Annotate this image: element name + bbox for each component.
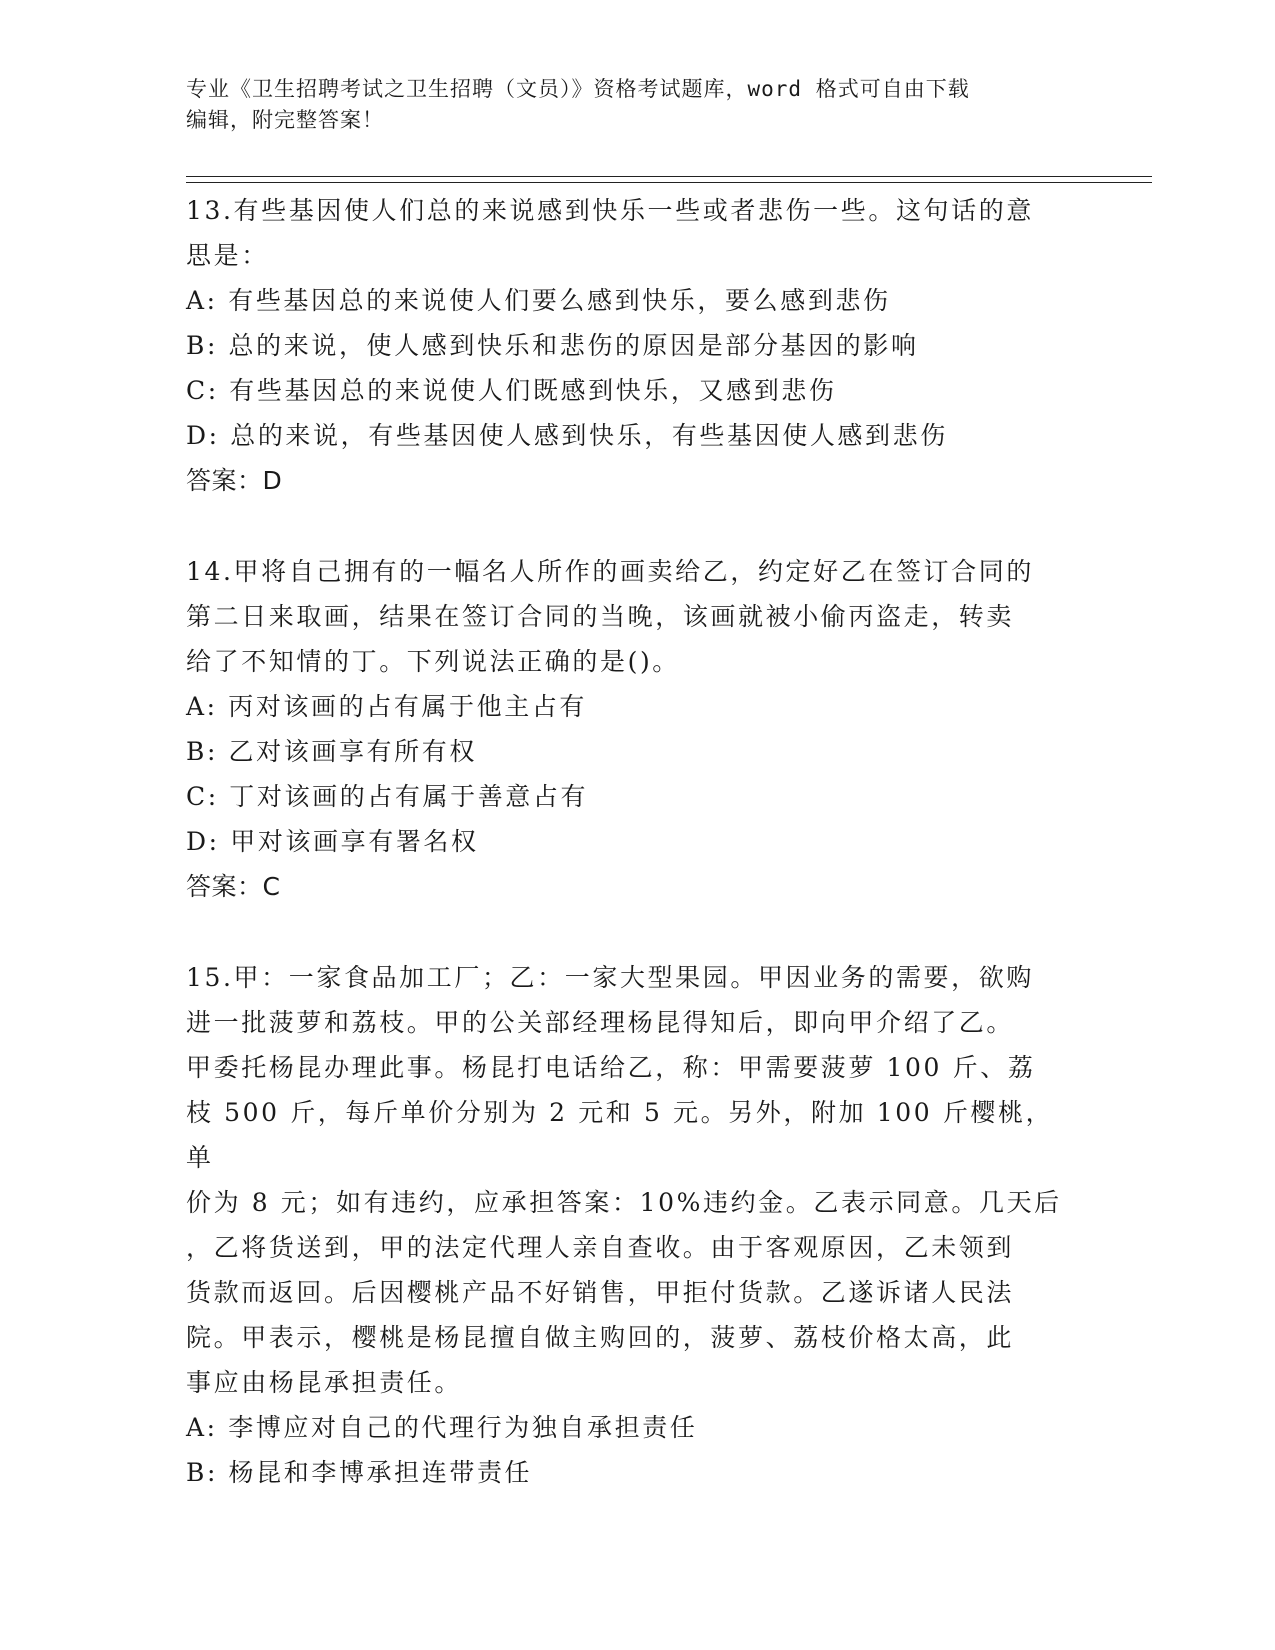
question-stem-line: 事应由杨昆承担责任。 <box>186 1368 463 1397</box>
option-c: C: 有些基因总的来说使人们既感到快乐，又感到悲伤 <box>186 376 837 405</box>
question-stem-line: 甲委托杨昆办理此事。杨昆打电话给乙，称：甲需要菠萝 100 斤、荔 <box>186 1053 1036 1082</box>
question-stem-line: 院。甲表示，樱桃是杨昆擅自做主购回的，菠萝、荔枝价格太高，此 <box>186 1323 1015 1352</box>
question-stem-line: 思是： <box>186 241 269 270</box>
option-a: A: 丙对该画的占有属于他主占有 <box>186 692 588 721</box>
question-stem-line: 价为 8 元；如有违约，应承担答案：10%违约金。乙表示同意。几天后 <box>186 1188 1062 1217</box>
header-divider-top <box>186 176 1152 177</box>
question-stem-line: ，乙将货送到，甲的法定代理人亲自查收。由于客观原因，乙未领到 <box>186 1233 1015 1262</box>
option-b: B: 乙对该画享有所有权 <box>186 737 477 766</box>
header-line-2: 编辑，附完整答案！ <box>186 108 384 132</box>
option-d: D: 总的来说，有些基因使人感到快乐，有些基因使人感到悲伤 <box>186 421 948 450</box>
option-a: A: 李博应对自己的代理行为独自承担责任 <box>186 1413 698 1442</box>
question-stem-line: 进一批菠萝和荔枝。甲的公关部经理杨昆得知后，即向甲介绍了乙。 <box>186 1008 1015 1037</box>
question-14 <box>186 549 1066 909</box>
question-stem-line: 15.甲：一家食品加工厂；乙：一家大型果园。甲因业务的需要，欲购 <box>186 963 1034 992</box>
question-stem-line: 13.有些基因使人们总的来说感到快乐一些或者悲伤一些。这句话的意 <box>186 196 1034 225</box>
answer-label: 答案：C <box>186 872 281 901</box>
option-b: B: 杨昆和李博承担连带责任 <box>186 1458 533 1487</box>
answer-label: 答案：D <box>186 466 283 495</box>
document-header <box>186 74 1086 136</box>
question-stem-line: 14.甲将自己拥有的一幅名人所作的画卖给乙，约定好乙在签订合同的 <box>186 557 1034 586</box>
question-stem-line: 给了不知情的丁。下列说法正确的是()。 <box>186 647 680 676</box>
question-15 <box>186 955 1066 1495</box>
question-list <box>186 188 1066 1541</box>
question-13 <box>186 188 1066 503</box>
question-stem-line: 货款而返回。后因樱桃产品不好销售，甲拒付货款。乙遂诉诸人民法 <box>186 1278 1015 1307</box>
question-stem-line: 枝 500 斤，每斤单价分别为 2 元和 5 元。另外，附加 100 斤樱桃，单 <box>186 1098 1054 1172</box>
header-line-1: 专业《卫生招聘考试之卫生招聘（文员）》资格考试题库，word 格式可自由下载 <box>186 77 970 101</box>
header-divider-bottom <box>186 182 1152 183</box>
question-stem-line: 第二日来取画，结果在签订合同的当晚，该画就被小偷丙盗走，转卖 <box>186 602 1015 631</box>
option-d: D: 甲对该画享有署名权 <box>186 827 479 856</box>
option-c: C: 丁对该画的占有属于善意占有 <box>186 782 589 811</box>
option-a: A: 有些基因总的来说使人们要么感到快乐，要么感到悲伤 <box>186 286 891 315</box>
option-b: B: 总的来说，使人感到快乐和悲伤的原因是部分基因的影响 <box>186 331 919 360</box>
